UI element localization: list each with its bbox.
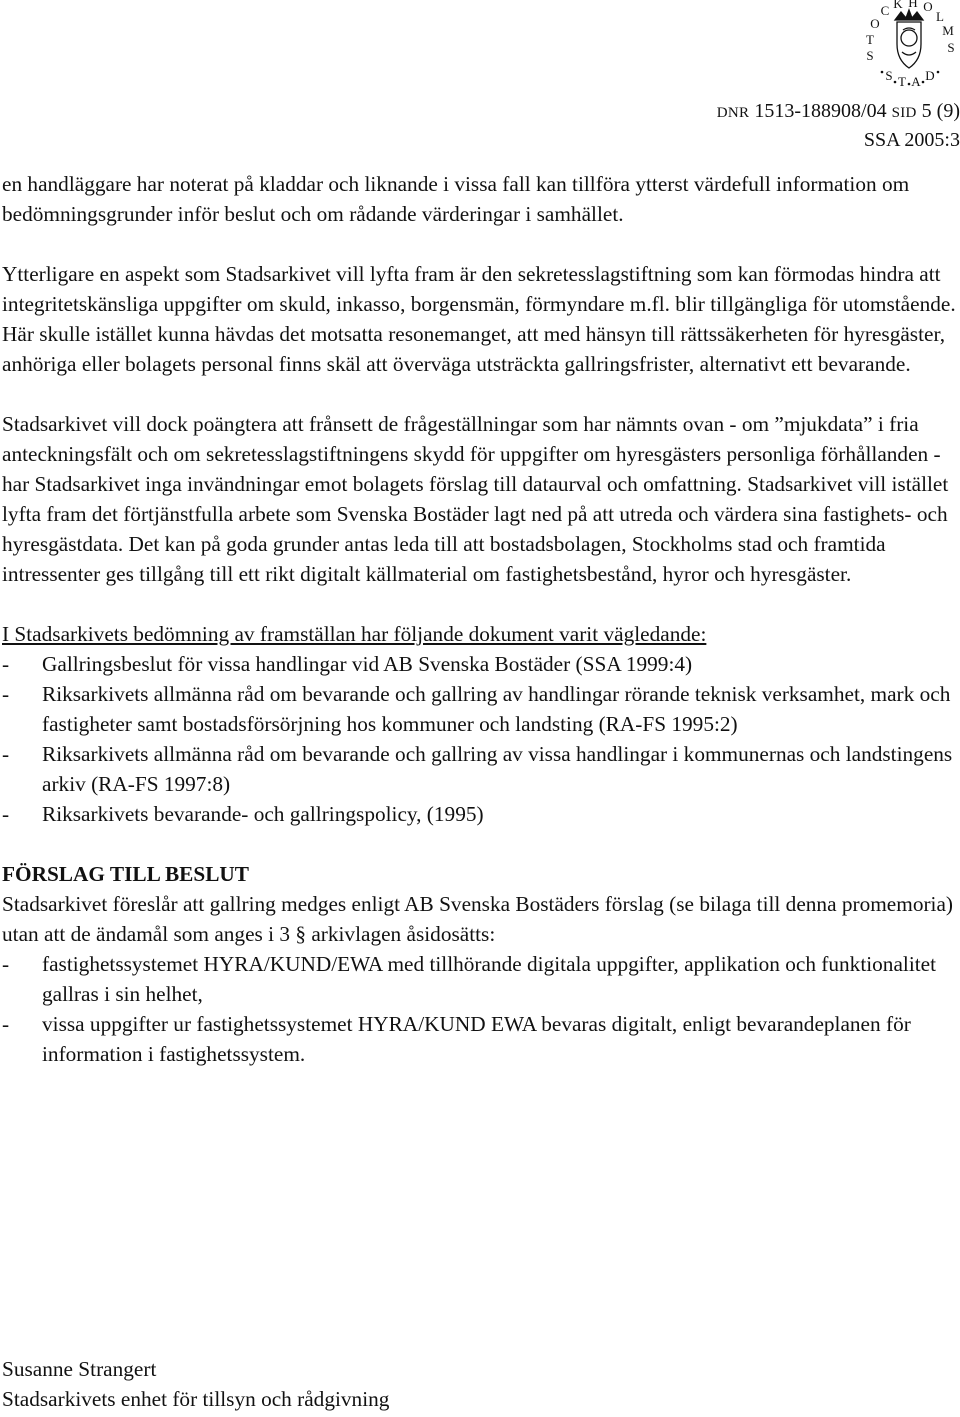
logo-letter: C <box>880 3 890 18</box>
signatory-name: Susanne Strangert <box>2 1357 157 1381</box>
dnr-label: DNR <box>716 105 750 121</box>
list-item: - Gallringsbeslut för vissa handlingar vid AB Svenska Bostäder (SSA 1999:4) <box>2 652 693 676</box>
stockholm-stad-logo <box>858 0 960 94</box>
logo-letter: M <box>942 23 954 38</box>
list-item: - fastighetssystemet HYRA/KUND/EWA med tillhörande digitala uppgifter, applikation och funktionalitet gallras i sin helhet, <box>2 952 937 1006</box>
logo-letter: S <box>866 48 874 63</box>
logo-letter: S <box>947 40 955 55</box>
list-item: - Riksarkivets allmänna råd om bevarande och gallring av handlingar rörande teknisk verksamhet, mark och fastigheter samt bostadsförsörjning hos kommuner och landsting (RA-FS 1995:2) <box>2 682 951 736</box>
section-heading: FÖRSLAG TILL BESLUT <box>2 862 249 886</box>
logo-letter: T <box>866 32 874 47</box>
ssa-number: SSA 2005:3 <box>863 129 960 151</box>
document-body <box>2 169 960 1069</box>
logo-letter: L <box>936 9 944 24</box>
signatory-unit: Stadsarkivets enhet för tillsyn och rådgivning <box>2 1387 390 1411</box>
logo-letter: H <box>908 0 918 10</box>
logo-letter: O <box>923 0 933 14</box>
logo-letter: T <box>898 74 906 89</box>
logo-letter: O <box>870 16 880 31</box>
document-reference <box>717 100 960 124</box>
guidance-heading: I Stadsarkivets bedömning av framställan har följande dokument varit vägledande: <box>2 622 707 646</box>
list-item: - Riksarkivets bevarande- och gallringspolicy, (1995) <box>2 802 484 826</box>
dnr-value: 1513-188908/04 <box>754 100 887 122</box>
paragraph: en handläggare har noterat på kladdar och liknande i vissa fall kan tillföra ytterst värdefull information om bedömningsgrunder inför beslut och om rådande värderingar i samhället. <box>2 172 910 226</box>
logo-letter: D <box>925 68 935 83</box>
list-item: - vissa uppgifter ur fastighetssystemet HYRA/KUND EWA bevaras digitalt, enligt bevarandeplanen för information i fastighetssystem. <box>2 1012 911 1066</box>
paragraph: Stadsarkivet vill dock poängtera att frånsett de frågeställningar som har nämnts ovan - om ”mjukdata” i fria anteckningsfält och om sekretesslagstiftningens skydd för uppgifter om hyresgästers personliga förhållanden - har Stadsarkivet inga invändningar emot bolagets förslag till dataurval och omfattning. Stadsarkivet vill istället lyfta fram det förtjänstfulla arbete som Svenska Bostäder lagt ned på att utreda och värdera sina fastighets- och hyresgästdata. Det kan på goda grunder antas leda till att bostadsbolagen, Stockholms stad och framtida intressenter ges tillgång till ett rikt digitalt källmaterial om fastighetsbestånd, hyror och hyresgäster. <box>2 412 949 586</box>
sid-label: SID <box>891 105 917 121</box>
page-number: 5 (9) <box>921 100 960 122</box>
paragraph: Stadsarkivet föreslår att gallring medges enligt AB Svenska Bostäders förslag (se bilaga till denna promemoria) utan att de ändamål som anges i 3 § arkivlagen åsidosätts: <box>2 892 954 946</box>
proposal-list <box>2 949 960 1069</box>
guidance-list <box>2 649 960 829</box>
logo-letter: S <box>885 68 893 83</box>
logo-letter: K <box>893 0 903 11</box>
logo-letter: A <box>911 74 921 89</box>
stockholm-crest-icon <box>895 10 923 68</box>
paragraph: Ytterligare en aspekt som Stadsarkivet vill lyfta fram är den sekretesslagstiftning som kan förmodas hindra att integritetskänsliga uppgifter om skuld, inkasso, borgensmän, förmyndare m.fl. blir tillgängliga för utomstående. Här skulle istället kunna hävdas det motsatta resonemanget, att med hänsyn till rättssäkerheten för hyresgäster, anhöriga eller bolagets personal finns skäl att överväga utsträckta gallringsfrister, alternativt ett bevarande. <box>2 262 956 376</box>
list-item: - Riksarkivets allmänna råd om bevarande och gallring av vissa handlingar i kommunernas och landstingens arkiv (RA-FS 1997:8) <box>2 742 953 796</box>
signature-block <box>2 1354 389 1414</box>
